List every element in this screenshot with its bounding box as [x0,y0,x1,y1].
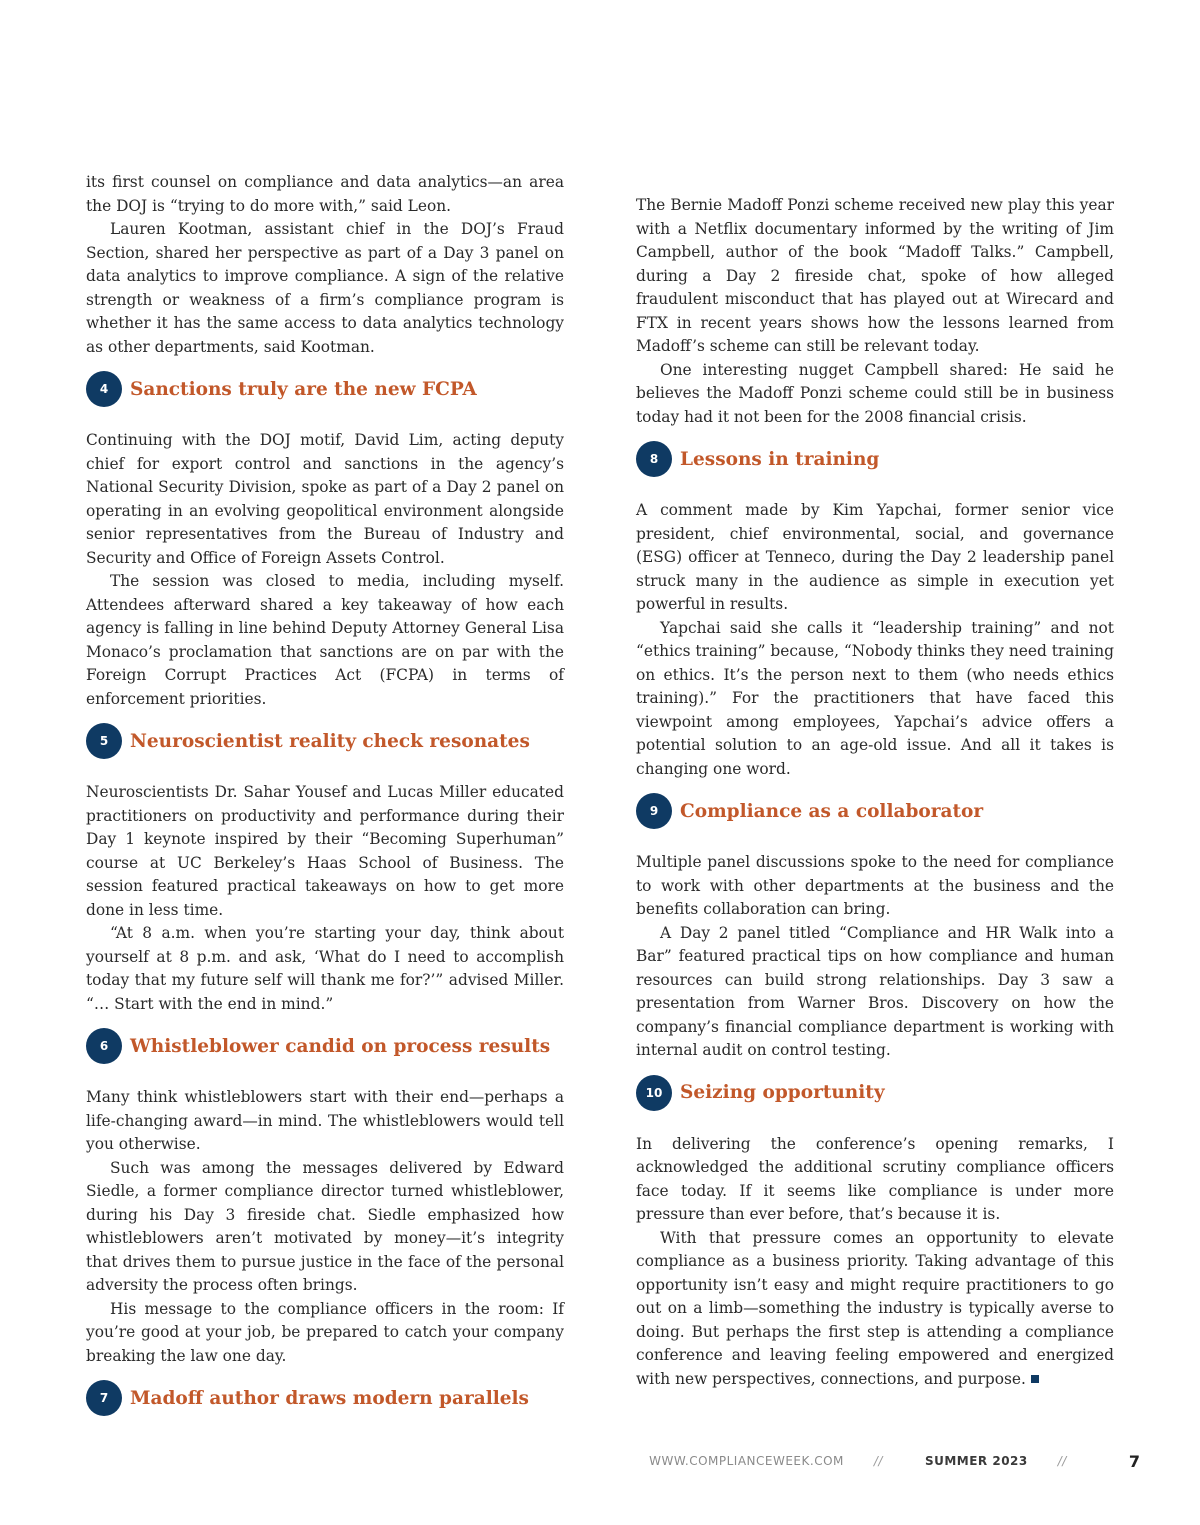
section-title: Lessons in training [680,448,880,470]
paragraph: Many think whistleblowers start with their end—perhaps a life-changing award—in mind. The whistleblowers would tell you otherwise. [86,1088,564,1153]
paragraph: A Day 2 panel titled “Compliance and HR Walk into a Bar” featured practical tips on how compliance and human resources can build strong relationships. Day 3 saw a presentation from Warner Bros. Discovery on how the company’s financial compliance department is working with internal audit on control testing. [636,923,1114,1059]
page-footer [600,1450,1140,1472]
paragraph: In delivering the conference’s opening remarks, I acknowledged the additional scrutiny compliance officers face today. If it seems like compliance is under more pressure than ever before, that’s because it is. [636,1134,1114,1223]
page-number: 7 [1128,1451,1140,1471]
section-title: Neuroscientist reality check resonates [130,730,530,752]
paragraph: “At 8 a.m. when you’re starting your day, think about yourself at 8 p.m. and ask, ‘What do I need to accomplish today that my future self will thank me for?’” advised Miller. “… Start with the end in mind.” [86,924,564,1013]
paragraph: A comment made by Kim Yapchai, former senior vice president, chief environmental, social, and governance (ESG) officer at Tenneco, during the Day 2 leadership panel struck many in the audience as simple in execution yet powerful in results. [636,501,1114,613]
footer-separator: // [1057,1454,1067,1468]
section-heading-8 [636,441,1114,477]
paragraph: Lauren Kootman, assistant chief in the DOJ’s Fraud Section, shared her perspective as part of a Day 3 panel on data analytics to improve compliance. A sign of the relative strength or weakness of a firm’s compliance program is whether it has the same access to data analytics technology as other departments, said Kootman. [86,220,564,356]
section-number-badge: 8 [636,441,672,477]
section-title: Compliance as a collaborator [680,800,984,822]
section-title: Whistleblower candid on process results [130,1035,551,1057]
paragraph-text: With that pressure comes an opportunity to elevate compliance as a business priority. Taking advantage of this opportunity isn’t easy and might require practitioners to go out on a limb—something the industry is typically averse to doing. But perhaps the first step is attending a compliance conference and leaving feeling empowered and energized with new perspectives, connections, and purpose. [636,1228,1114,1388]
section-number-badge: 10 [636,1075,672,1111]
section-number-badge: 9 [636,793,672,829]
section-heading-6 [86,1028,564,1064]
section-heading-10 [636,1075,1114,1111]
section-title: Seizing opportunity [680,1082,885,1103]
paragraph: Multiple panel discussions spoke to the need for compliance to work with other departments at the business and the benefits collaboration can bring. [636,853,1114,918]
left-column [86,171,564,1438]
footer-url[interactable]: WWW.COMPLIANCEWEEK.COM [649,1454,844,1468]
section-number-badge: 5 [86,723,122,759]
paragraph: His message to the compliance officers in the room: If you’re good at your job, be prepared to catch your company breaking the law one day. [86,1299,564,1365]
right-column [636,194,1114,1391]
section-number-badge: 6 [86,1028,122,1064]
paragraph: its first counsel on compliance and data analytics—an area the DOJ is “trying to do more with,” said Leon. [86,173,564,215]
section-number-badge: 4 [86,371,122,407]
section-title: Madoff author draws modern parallels [130,1387,529,1409]
paragraph: Continuing with the DOJ motif, David Lim, acting deputy chief for export control and sanctions in the agency’s National Security Division, spoke as part of a Day 2 panel on operating in an evolving geopolitical environment alongside senior representatives from the Bureau of Industry and Security and Office of Foreign Assets Control. [86,431,564,567]
footer-issue: SUMMER 2023 [924,1454,1028,1468]
section-heading-9 [636,793,1114,829]
paragraph: The Bernie Madoff Ponzi scheme received new play this year with a Netflix documentary informed by the writing of Jim Campbell, author of the book “Madoff Talks.” Campbell, during a Day 2 fireside chat, spoke of how alleged fraudulent misconduct that has played out at Wirecard and FTX in recent years shows how the lessons learned from Madoff’s scheme can still be relevant today. [636,196,1114,355]
section-number-badge: 7 [86,1380,122,1416]
section-title: Sanctions truly are the new FCPA [130,378,477,400]
final-paragraph [636,1227,1114,1392]
section-heading-7 [86,1380,564,1416]
paragraph: The session was closed to media, including myself. Attendees afterward shared a key takeaway of how each agency is falling in line behind Deputy Attorney General Lisa Monaco’s proclamation that sanctions are on par with the Foreign Corrupt Practices Act (FCPA) in terms of enforcement priorities. [86,572,564,708]
paragraph: Such was among the messages delivered by Edward Siedle, a former compliance director turned whistleblower, during his Day 3 fireside chat. Siedle emphasized how whistleblowers aren’t motivated by money—it’s integrity that drives them to pursue justice in the face of the personal adversity the process often brings. [86,1158,564,1294]
end-of-article-square-icon [1031,1375,1039,1383]
footer-separator: // [873,1454,883,1468]
section-heading-5 [86,723,564,759]
section-heading-4 [86,371,564,407]
paragraph: Yapchai said she calls it “leadership training” and not “ethics training” because, “Nobody thinks they need training on ethics. It’s the person next to them (who needs ethics training).” For the practitioners that have faced this viewpoint among employees, Yapchai’s advice offers a potential solution to an age-old issue. And all it takes is changing one word. [636,618,1114,778]
paragraph: One interesting nugget Campbell shared: He said he believes the Madoff Ponzi scheme could still be in business today had it not been for the 2008 financial crisis. [636,360,1114,426]
paragraph: Neuroscientists Dr. Sahar Yousef and Lucas Miller educated practitioners on productivity and performance during their Day 1 keynote inspired by their “Becoming Superhuman” course at UC Berkeley’s Haas School of Business. The session featured practical takeaways on how to get more done in less time. [86,783,564,919]
